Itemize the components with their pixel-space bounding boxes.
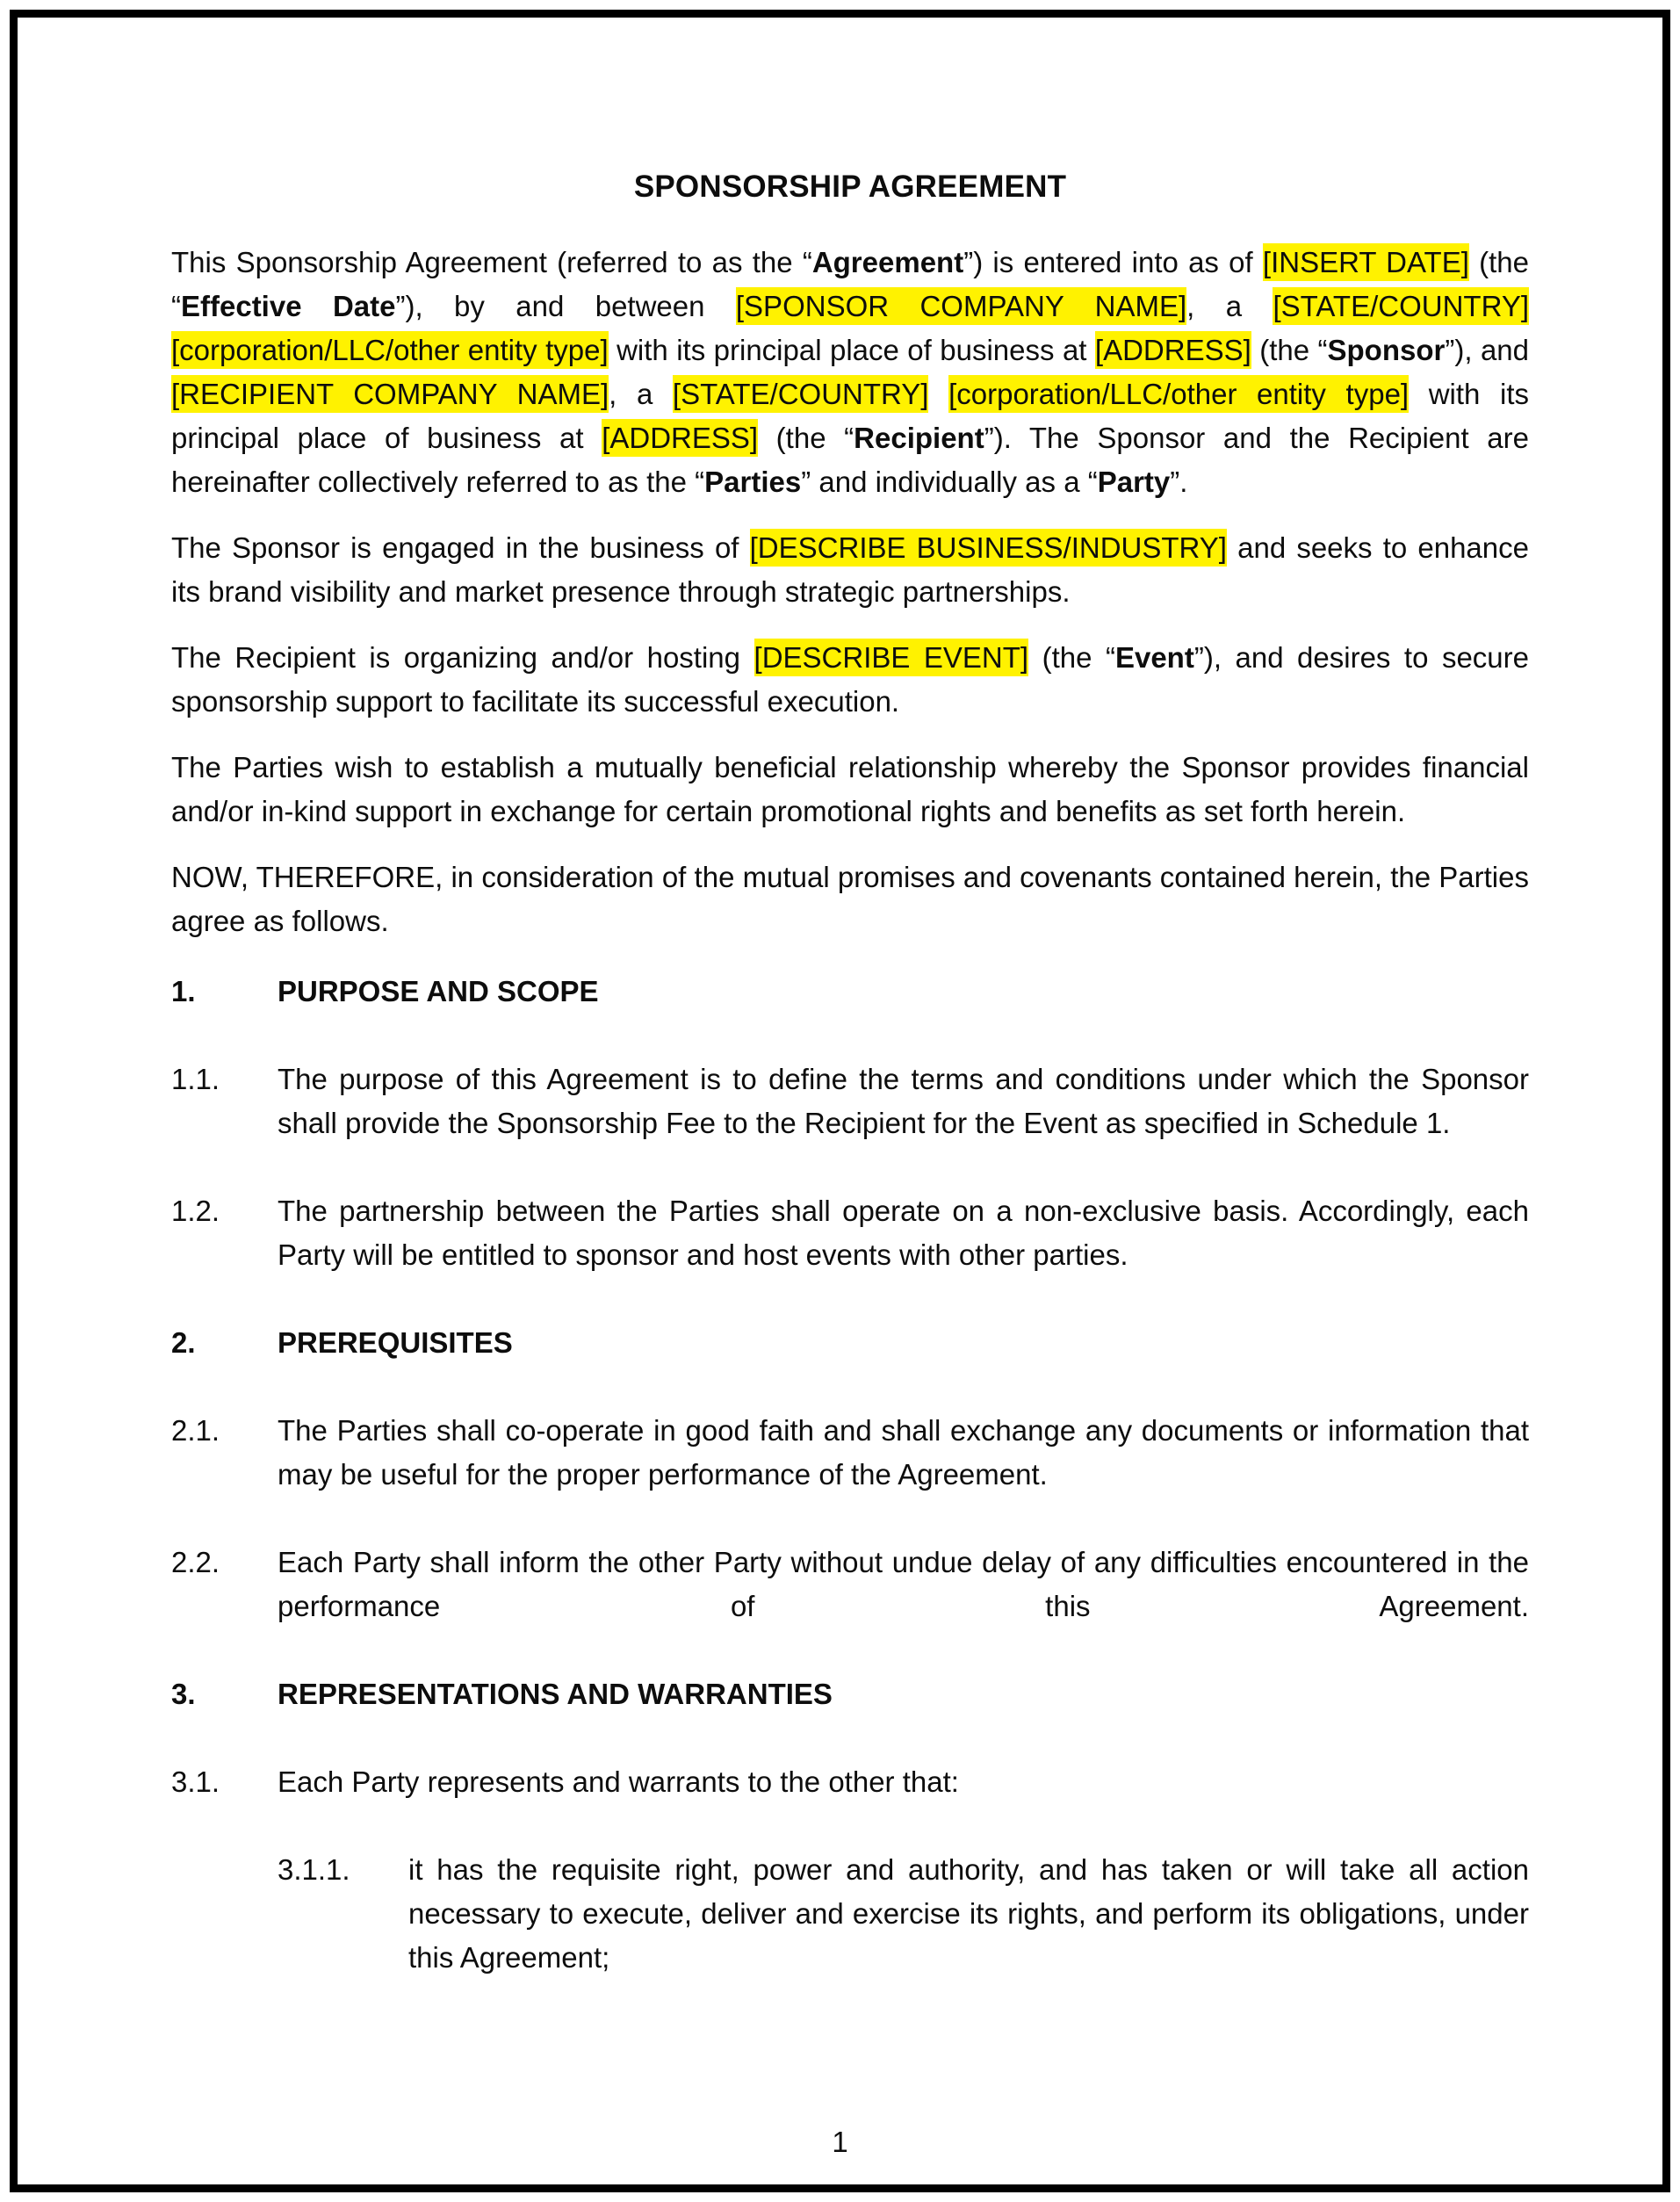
document-title: SPONSORSHIP AGREEMENT: [633, 170, 1067, 204]
document-page: [18, 18, 1662, 2184]
text-segment: ”). The Sponsor and the Recipient are hereinafter collectively referred to as the “: [171, 421, 1529, 498]
clause: [171, 1189, 1529, 1277]
section-title: REPRESENTATIONS AND WARRANTIES: [278, 1677, 833, 1710]
clause-number: 1.1.: [171, 1062, 220, 1095]
text-segment: The Parties wish to establish a mutually beneficial relationship whereby the Sponsor provides financial and/or in-kind support in exchange for certain promotional rights and benefits as set forth herein.: [171, 750, 1529, 827]
text-segment: This Sponsorship Agreement (referred to as the “: [171, 245, 812, 278]
text-segment: ”) is entered into as of: [963, 245, 1263, 278]
clause: [171, 1760, 1529, 1804]
clause: [171, 1058, 1529, 1145]
text-segment: The Sponsor is engaged in the business of: [171, 531, 750, 564]
placeholder-highlight: [corporation/LLC/other entity type]: [171, 331, 609, 369]
text-segment: with its principal place of business at: [608, 333, 1095, 366]
clause-number: 3.1.: [171, 1765, 220, 1798]
clause-text: [278, 1409, 1529, 1497]
clause-number: 2.2.: [171, 1545, 220, 1578]
placeholder-highlight: [ADDRESS]: [602, 419, 758, 457]
text-segment: with its principal place of business at: [171, 377, 1530, 454]
placeholder-highlight: [STATE/COUNTRY]: [673, 375, 929, 413]
placeholder-highlight: [STATE/COUNTRY]: [1273, 287, 1529, 325]
clause-text: [408, 1848, 1529, 1980]
text-segment: ” and individually as a “: [801, 465, 1098, 498]
clause-text: [278, 1760, 1529, 1804]
text-segment: Each Party shall inform the other Party without undue delay of any difficulties encountered in the performance of this Agreement.: [278, 1545, 1529, 1622]
defined-term: Agreement: [811, 245, 964, 278]
page-number: 1: [832, 2126, 848, 2158]
paragraph: [171, 856, 1529, 943]
clause-text: [278, 1189, 1529, 1277]
text-segment: and seeks to enhance its brand visibility and market presence through strategic partnerships.: [171, 531, 1529, 608]
defined-term: Sponsor: [1327, 333, 1446, 366]
text-segment: (the “: [1028, 640, 1115, 674]
text-segment: NOW, THEREFORE, in consideration of the mutual promises and covenants contained herein, the Parties agree as follows.: [171, 860, 1529, 937]
clause-text: [278, 1058, 1529, 1145]
clause-text: [278, 1541, 1529, 1628]
defined-term: Parties: [704, 465, 802, 498]
text-segment: , a: [1186, 289, 1273, 322]
text-segment: The Recipient is organizing and/or hosting: [171, 640, 754, 674]
paragraph: [171, 746, 1529, 834]
section-number: 2.: [171, 1325, 196, 1359]
text-segment: , a: [609, 377, 673, 410]
text-segment: ”), and: [1445, 333, 1530, 366]
placeholder-highlight: [SPONSOR COMPANY NAME]: [736, 287, 1186, 325]
placeholder-highlight: [ADDRESS]: [1095, 331, 1251, 369]
text-segment: The purpose of this Agreement is to define the terms and conditions under which the Sponsor shall provide the Sponsorship Fee to the Recipient for the Event as specified in Schedule 1.: [278, 1062, 1529, 1139]
text-segment: ”.: [1170, 465, 1188, 498]
paragraph: [171, 241, 1529, 504]
text-segment: (the “: [758, 421, 854, 454]
placeholder-highlight: [DESCRIBE BUSINESS/INDUSTRY]: [750, 529, 1227, 567]
section-number: 1.: [171, 974, 196, 1007]
defined-term: Party: [1097, 465, 1171, 498]
text-segment: ”), by and between: [395, 289, 736, 322]
defined-term: Recipient: [854, 421, 984, 454]
section-heading: [171, 970, 1529, 1014]
placeholder-highlight: [INSERT DATE]: [1263, 243, 1469, 281]
clause: [171, 1409, 1529, 1497]
clause: [171, 1541, 1529, 1628]
section-title: PURPOSE AND SCOPE: [278, 974, 599, 1007]
text-segment: it has the requisite right, power and authority, and has taken or will take all action necessary to execute, deliver and exercise its rights, and perform its obligations, under this Agreement;: [408, 1852, 1529, 1974]
defined-term: Event: [1114, 640, 1194, 674]
text-segment: The Parties shall co-operate in good faith and shall exchange any documents or information that may be useful for the proper performance of the Agreement.: [278, 1413, 1529, 1491]
text-segment: The partnership between the Parties shall operate on a non-exclusive basis. Accordingly, each Party will be entitled to sponsor and host events with other parties.: [278, 1194, 1529, 1271]
section-heading: [171, 1321, 1529, 1365]
clause: [278, 1848, 1529, 1980]
clause-number: 2.1.: [171, 1413, 220, 1447]
paragraph: [171, 526, 1529, 614]
text-segment: (the “: [1251, 333, 1328, 366]
text-segment: ”), and desires to secure sponsorship support to facilitate its successful execution.: [171, 640, 1529, 718]
text-segment: Each Party represents and warrants to the other that:: [278, 1765, 959, 1798]
document-body: [171, 241, 1529, 1980]
clause-number: 3.1.1.: [278, 1852, 350, 1886]
placeholder-highlight: [RECIPIENT COMPANY NAME]: [171, 375, 609, 413]
text-segment: [928, 378, 948, 410]
section-heading: [171, 1672, 1529, 1716]
clause-number: 1.2.: [171, 1194, 220, 1227]
paragraph: [171, 636, 1529, 724]
placeholder-highlight: [corporation/LLC/other entity type]: [948, 375, 1409, 413]
defined-term: Effective Date: [181, 289, 396, 322]
placeholder-highlight: [DESCRIBE EVENT]: [754, 639, 1029, 676]
section-title: PREREQUISITES: [278, 1325, 513, 1359]
text-segment: (the “: [171, 245, 1529, 322]
section-number: 3.: [171, 1677, 196, 1710]
